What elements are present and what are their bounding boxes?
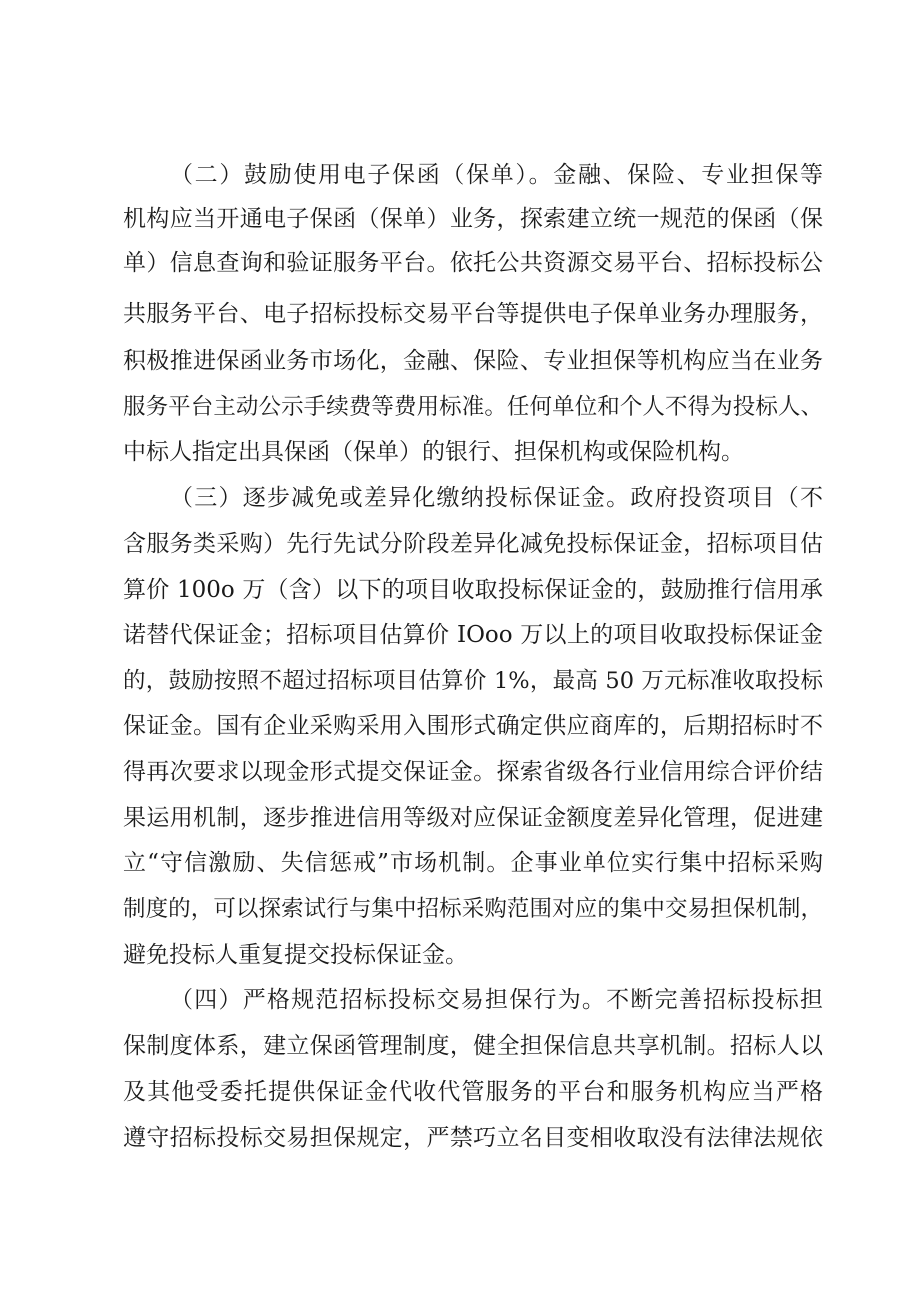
paragraph-3-line-2: 含服务类采购）先行先试分阶段差异化减免投标保证金，招标项目估 <box>123 531 823 557</box>
paragraph-2-line-2: 机构应当开通电子保函（保单）业务，探索建立统一规范的保函（保 <box>123 206 823 232</box>
paragraph-2-line-1: （二）鼓励使用电子保函（保单）。金融、保险、专业担保等 <box>170 162 823 188</box>
paragraph-3-line-5: 的，鼓励按照不超过招标项目估算价 1%，最高 50 万元标准收取投标 <box>123 668 823 694</box>
paragraph-2-line-4: 共服务平台、电子招标投标交易平台等提供电子保单业务办理服务， <box>123 301 823 327</box>
paragraph-2-line-3: 单）信息查询和验证服务平台。依托公共资源交易平台、招标投标公 <box>123 250 823 276</box>
paragraph-3-line-9: 立“守信激励、失信惩戒”市场机制。企事业单位实行集中招标采购 <box>123 850 823 876</box>
paragraph-3-line-1: （三）逐步减免或差异化缴纳投标保证金。政府投资项目（不 <box>170 485 823 511</box>
paragraph-3-line-11: 避免投标人重复提交投标保证金。 <box>123 942 468 968</box>
paragraph-3-line-10: 制度的，可以探索试行与集中招标采购范围对应的集中交易担保机制， <box>123 896 823 922</box>
paragraph-3-line-8: 果运用机制，逐步推进信用等级对应保证金额度差异化管理，促进建 <box>123 805 823 831</box>
paragraph-3-line-4: 诺替代保证金；招标项目估算价 IOoo 万以上的项目收取投标保证金 <box>123 622 823 648</box>
paragraph-3-line-7: 得再次要求以现金形式提交保证金。探索省级各行业信用综合评价结 <box>123 759 823 785</box>
paragraph-4-line-3: 及其他受委托提供保证金代收代管服务的平台和服务机构应当严格 <box>123 1079 823 1105</box>
paragraph-4-line-4: 遵守招标投标交易担保规定，严禁巧立名目变相收取没有法律法规依 <box>123 1125 823 1151</box>
paragraph-4-line-2: 保制度体系，建立保函管理制度，健全担保信息共享机制。招标人以 <box>123 1033 823 1059</box>
paragraph-3-line-3: 算价 100o 万（含）以下的项目收取投标保证金的，鼓励推行信用承 <box>123 577 823 603</box>
paragraph-2-line-7: 中标人指定出具保函（保单）的银行、担保机构或保险机构。 <box>123 439 744 465</box>
paragraph-2-line-6: 服务平台主动公示手续费等费用标准。任何单位和个人不得为投标人、 <box>123 394 823 420</box>
paragraph-4-line-1: （四）严格规范招标投标交易担保行为。不断完善招标投标担 <box>170 987 823 1013</box>
paragraph-2-line-5: 积极推进保函业务市场化，金融、保险、专业担保等机构应当在业务 <box>123 348 823 374</box>
paragraph-3-line-6: 保证金。国有企业采购采用入围形式确定供应商库的，后期招标时不 <box>123 713 823 739</box>
